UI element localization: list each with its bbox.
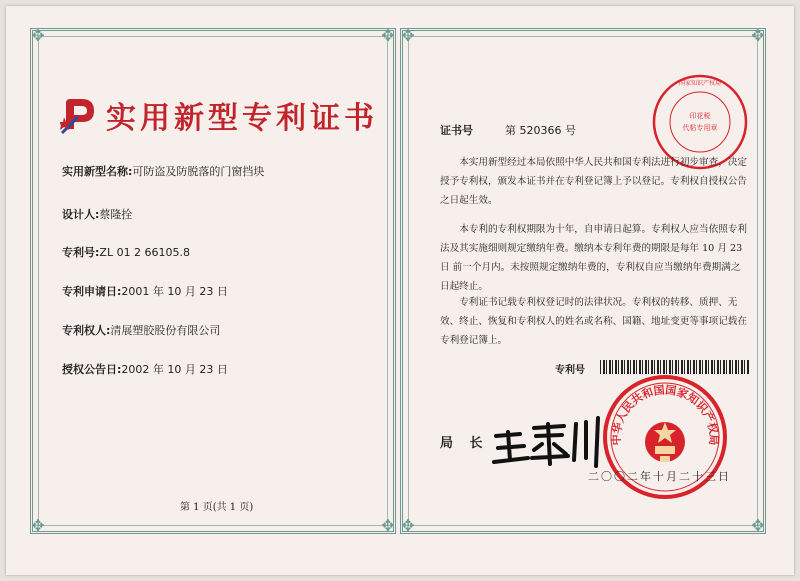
field-utility-model-name	[62, 163, 264, 179]
certificate-number	[440, 122, 576, 138]
body-paragraph: 本实用新型经过本局依照中华人民共和国专利法进行初步审查，决定授予专利权，颁发本证书并在专利登记簿上予以登记。专利权自授权公告之日起生效。	[440, 157, 747, 206]
director-signature	[490, 410, 605, 470]
corner-ornament-icon: ✥	[751, 26, 765, 45]
corner-ornament-icon: ✥	[751, 516, 765, 535]
certificate-number-label: 证书号	[440, 124, 473, 137]
svg-text:印花税: 印花税	[689, 112, 711, 120]
field-value: 可防盗及防脱落的门窗挡块	[132, 165, 265, 178]
corner-ornament-icon: ✥	[381, 26, 395, 45]
certificate-title: 实用新型专利证书	[106, 101, 378, 136]
page-number: 第 1 页(共 1 页)	[180, 502, 254, 513]
corner-ornament-icon: ✥	[401, 26, 415, 45]
corner-ornament-icon: ✥	[401, 516, 415, 535]
field-designer	[62, 206, 132, 222]
field-grant-date	[62, 361, 228, 377]
svg-text:代粘专用章: 代粘专用章	[682, 124, 718, 132]
issue-date: 二〇〇二年十月二十三日	[588, 470, 731, 483]
field-value: 2002 年 10 月 23 日	[121, 363, 228, 376]
field-value: 清展塑胶股份有限公司	[110, 324, 221, 337]
corner-ornament-icon: ✥	[381, 516, 395, 535]
field-label: 授权公告日:	[62, 363, 122, 376]
certificate-number-value: 第 520366 号	[505, 124, 576, 137]
field-value: 2001 年 10 月 23 日	[121, 285, 228, 298]
field-patentee	[62, 322, 220, 338]
field-label: 专利申请日:	[62, 285, 122, 298]
certificate-title-block	[60, 93, 378, 137]
patent-office-logo-icon	[60, 95, 100, 135]
body-paragraph: 专利证书记载专利权登记时的法律状况。专利权的转移、质押、无效、终止、恢复和专利权人的姓名或名称、国籍、地址变更等事项记载在专利登记簿上。	[440, 297, 747, 346]
field-application-date	[62, 283, 228, 299]
corner-ornament-icon: ✥	[31, 26, 45, 45]
field-label: 实用新型名称:	[62, 165, 133, 178]
director-label: 局 长	[440, 436, 489, 451]
field-label: 设计人:	[62, 208, 100, 221]
svg-text:国家知识产权局: 国家知识产权局	[678, 80, 722, 87]
field-patent-number	[62, 244, 190, 260]
corner-ornament-icon: ✥	[31, 516, 45, 535]
field-label: 专利号:	[62, 246, 100, 259]
patent-id-label: 专利号	[555, 365, 585, 376]
field-label: 专利权人:	[62, 324, 111, 337]
field-value: ZL 01 2 66105.8	[99, 246, 191, 259]
svg-text:中华人民共和国国家知识产权局: 中华人民共和国国家知识产权局	[609, 383, 721, 446]
body-paragraph: 本专利的专利权期限为十年，自申请日起算。专利权人应当依照专利法及其实施细则规定缴纳年费。缴纳本专利年费的期限是每年 10 月 23 日 前一个月内。未按照规定缴纳年费的，专利权自应当缴纳年费期满之日起终止。	[440, 224, 747, 292]
field-value: 蔡隆拴	[99, 208, 133, 221]
